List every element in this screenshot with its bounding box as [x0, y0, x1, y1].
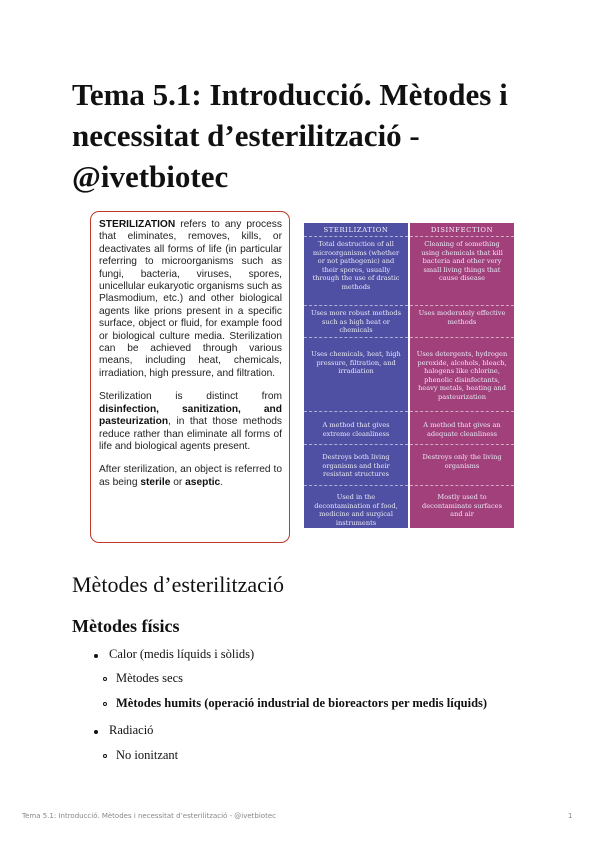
- subsection-heading: Mètodes físics: [72, 616, 180, 636]
- after-sterilization-paragraph: [99, 464, 282, 489]
- disinfection-row: Mostly used to decontaminate surfaces and air: [422, 493, 502, 519]
- page-title: Tema 5.1: Introducció. Mètodes i necessitat d’esterilització - @ivetbiotec: [72, 77, 508, 194]
- page-footer: Tema 5.1: Introducció. Mètodes i necessitat d’esterilització - @ivetbiotec: [22, 812, 276, 820]
- sterilization-column: [304, 223, 408, 528]
- sterile-term: sterile: [140, 476, 171, 488]
- section-heading: Mètodes d’esterilització: [72, 572, 284, 597]
- disinfection-column: [410, 223, 514, 528]
- distinction-text-a: Sterilization is distinct from: [99, 391, 282, 403]
- list-item: Radiació: [109, 723, 154, 737]
- sterilization-row: Uses chemicals, heat, high pressure, filtration, and irradiation: [304, 350, 408, 412]
- list-item-nested: No ionitzant: [116, 748, 179, 762]
- sterilization-definition-box: [90, 211, 290, 543]
- disinfection-row: Destroys only the living organisms: [410, 453, 514, 486]
- hollow-bullet-icon: [103, 677, 107, 681]
- disinfection-row: A method that gives an adequate cleanliness: [410, 421, 514, 445]
- sterilization-vs-disinfection-table: [304, 223, 515, 528]
- disinfection-row: Uses moderately effective methods: [410, 309, 514, 338]
- sterilization-row: Total destruction of all microorganisms (whether or not pathogenic) and their spores, usually through the use of drastic methods: [304, 240, 408, 306]
- page-number: 1: [568, 812, 573, 820]
- disinfection-row: Cleaning of something using chemicals that kill bacteria and other very small living things that cause disease: [410, 240, 514, 306]
- definition-paragraph: [99, 219, 282, 380]
- definition-text: refers to any process that eliminates, removes, kills, or deactivates all forms of life (in particular referring to microorganisms such as fungi, bacteria, viruses, spores, unicellular eukaryotic organisms such as Plasmodium, etc.) and other biological agents like prions present in a specific surface, object or fluid, for example food or biological culture media. Sterilization can be achieved through various means, including heat, chemicals, irradiation, high pressure, and filtration.: [99, 219, 282, 379]
- bullet-icon: [94, 730, 98, 734]
- sterilization-term: STERILIZATION: [99, 219, 176, 230]
- distinction-text-c: , in that those methods reduce rather than eliminate all forms of life and biological agents present.: [99, 416, 282, 452]
- hollow-bullet-icon: [103, 702, 107, 706]
- list-item: Calor (medis líquids i sòlids): [109, 647, 255, 661]
- sterilization-row: Used in the decontamination of food, medicine and surgical instruments: [314, 493, 398, 527]
- sterilization-header: STERILIZATION: [304, 223, 408, 237]
- after-text-end: .: [220, 476, 224, 488]
- after-text-a: After sterilization, an object is referred to as being: [99, 464, 282, 488]
- sterilization-row: Destroys both living organisms and their resistant structures: [304, 453, 408, 486]
- list-item-nested: Mètodes humits (operació industrial de bioreactors per medis líquids): [116, 696, 488, 710]
- hollow-bullet-icon: [103, 754, 107, 758]
- aseptic-term: aseptic: [185, 476, 221, 488]
- bullet-icon: [94, 654, 98, 658]
- list-item-nested: Mètodes secs: [116, 671, 183, 685]
- sterilization-row: A method that gives extreme cleanliness: [304, 421, 408, 445]
- disinfection-header: DISINFECTION: [410, 223, 514, 237]
- distinction-paragraph: [99, 391, 282, 453]
- after-text-or: or: [170, 476, 186, 488]
- sterilization-row: Uses more robust methods such as high heat or chemicals: [304, 309, 408, 338]
- distinction-terms: disinfection, sanitization, and pasteurization: [99, 403, 282, 428]
- disinfection-row: Uses detergents, hydrogen peroxide, alcohols, bleach, halogens like chlorine, phenolic disinfectants, heavy metals, heating and pasteurization: [410, 350, 514, 412]
